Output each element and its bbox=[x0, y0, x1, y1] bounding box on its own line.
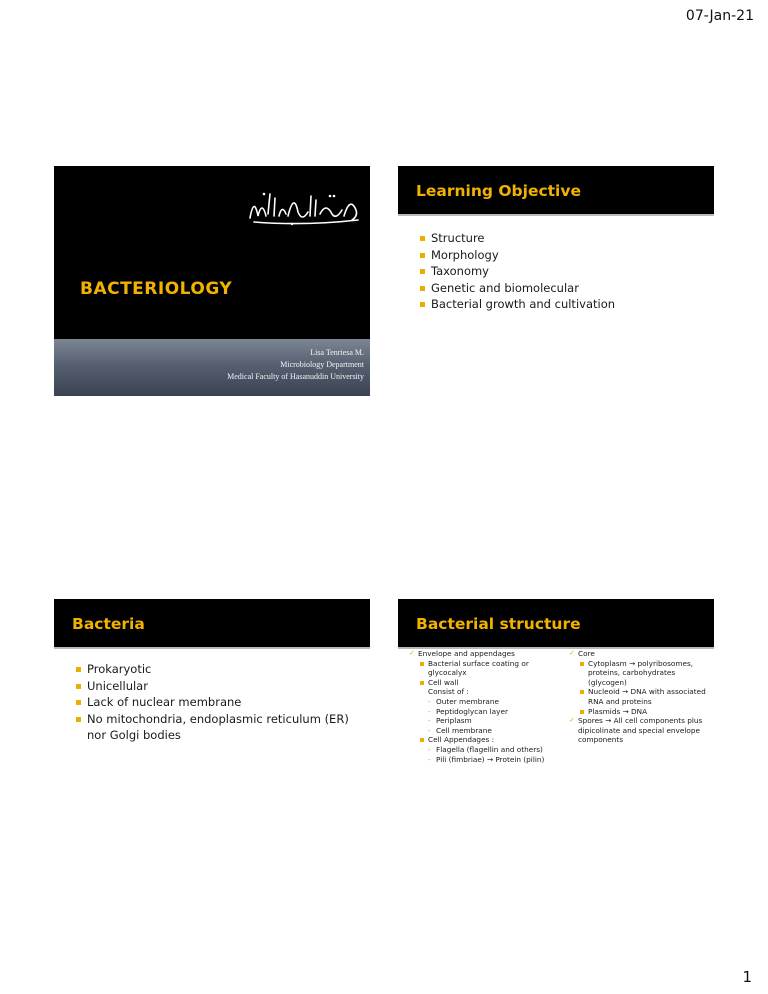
list-item: Cytoplasm → polyribosomes, proteins, carbohydrates (glycogen) bbox=[568, 659, 708, 688]
list-item: Lack of nuclear membrane bbox=[76, 694, 366, 711]
dash-icon: - bbox=[428, 754, 431, 764]
dash-icon: - bbox=[428, 696, 431, 706]
basmala-calligraphy-icon bbox=[244, 186, 364, 226]
presentation-title: BACTERIOLOGY bbox=[80, 279, 233, 299]
list-item: Taxonomy bbox=[420, 263, 615, 280]
dash-icon: - bbox=[428, 716, 431, 726]
slide-title: Bacteria bbox=[72, 615, 145, 633]
slide-header bbox=[54, 599, 370, 649]
title-slide bbox=[54, 166, 370, 396]
bacteria-list bbox=[76, 661, 366, 744]
bullet-icon bbox=[76, 684, 81, 689]
bullet-icon bbox=[420, 302, 425, 307]
author-department: Microbiology Department bbox=[280, 360, 364, 369]
check-icon: ✓ bbox=[569, 716, 575, 725]
author-name: Lisa Tenriesa M. bbox=[310, 348, 364, 357]
list-item: Genetic and biomolecular bbox=[420, 280, 615, 297]
bullet-icon bbox=[420, 286, 425, 291]
bullet-icon bbox=[76, 667, 81, 672]
bullet-icon bbox=[420, 236, 425, 241]
list-item: Nucleoid → DNA with associated RNA and proteins bbox=[568, 687, 708, 706]
check-icon: ✓ bbox=[409, 649, 415, 657]
list-item: Bacterial growth and cultivation bbox=[420, 296, 615, 313]
list-item: Unicellular bbox=[76, 678, 366, 695]
list-item: Plasmids → DNA bbox=[568, 707, 708, 717]
author-faculty: Medical Faculty of Hasanuddin University bbox=[227, 372, 364, 381]
dash-icon: - bbox=[428, 706, 431, 716]
list-item: Bacterial surface coating or glycocalyx bbox=[408, 659, 558, 678]
list-item: Cell Appendages : bbox=[408, 735, 558, 745]
list-item: - Peptidoglycan layer bbox=[428, 706, 508, 716]
bacteria-slide bbox=[54, 599, 370, 829]
list-item: - Flagella (flagellin and others) bbox=[428, 744, 543, 754]
bullet-icon bbox=[420, 269, 425, 274]
bullet-icon bbox=[76, 700, 81, 705]
slide-title: Learning Objective bbox=[416, 182, 581, 200]
list-item: Prokaryotic bbox=[76, 661, 366, 678]
slide-header bbox=[398, 166, 714, 216]
list-item: - Pili (fimbriae) → Protein (pilin) bbox=[428, 754, 545, 764]
list-item: No mitochondria, endoplasmic reticulum (ER) nor Golgi bodies bbox=[76, 711, 366, 744]
core-column bbox=[568, 649, 708, 745]
list-item: Consist of : bbox=[428, 687, 469, 697]
list-item: Cell wall bbox=[408, 678, 558, 688]
page-date: 07-Jan-21 bbox=[685, 8, 754, 24]
bullet-icon bbox=[420, 662, 424, 666]
objective-list bbox=[420, 230, 615, 313]
page-number: 1 bbox=[742, 968, 752, 986]
dash-icon: - bbox=[428, 725, 431, 735]
list-item: Morphology bbox=[420, 247, 615, 264]
bullet-icon bbox=[420, 738, 424, 742]
list-item: - Cell membrane bbox=[428, 725, 492, 735]
bullet-icon bbox=[76, 717, 81, 722]
bullet-icon bbox=[420, 681, 424, 685]
slide-header bbox=[398, 599, 714, 649]
check-icon: ✓ bbox=[569, 649, 575, 657]
list-item: ✓ Envelope and appendages bbox=[409, 649, 515, 658]
bacterial-structure-slide bbox=[398, 599, 714, 829]
list-item: ✓ Core bbox=[569, 649, 595, 658]
bullet-icon bbox=[580, 662, 584, 666]
bullet-icon bbox=[580, 690, 584, 694]
list-item: ✓ Spores → All cell components plus dipicolinate and special envelope components bbox=[569, 716, 703, 745]
learning-objective-slide bbox=[398, 166, 714, 396]
list-item: - Periplasm bbox=[428, 716, 472, 726]
dash-icon: - bbox=[428, 744, 431, 754]
envelope-column bbox=[408, 649, 558, 764]
bullet-icon bbox=[420, 253, 425, 258]
list-item: Structure bbox=[420, 230, 615, 247]
author-footer bbox=[54, 339, 370, 396]
slide-title: Bacterial structure bbox=[416, 615, 581, 633]
bullet-icon bbox=[580, 710, 584, 714]
list-item: - Outer membrane bbox=[428, 696, 499, 706]
